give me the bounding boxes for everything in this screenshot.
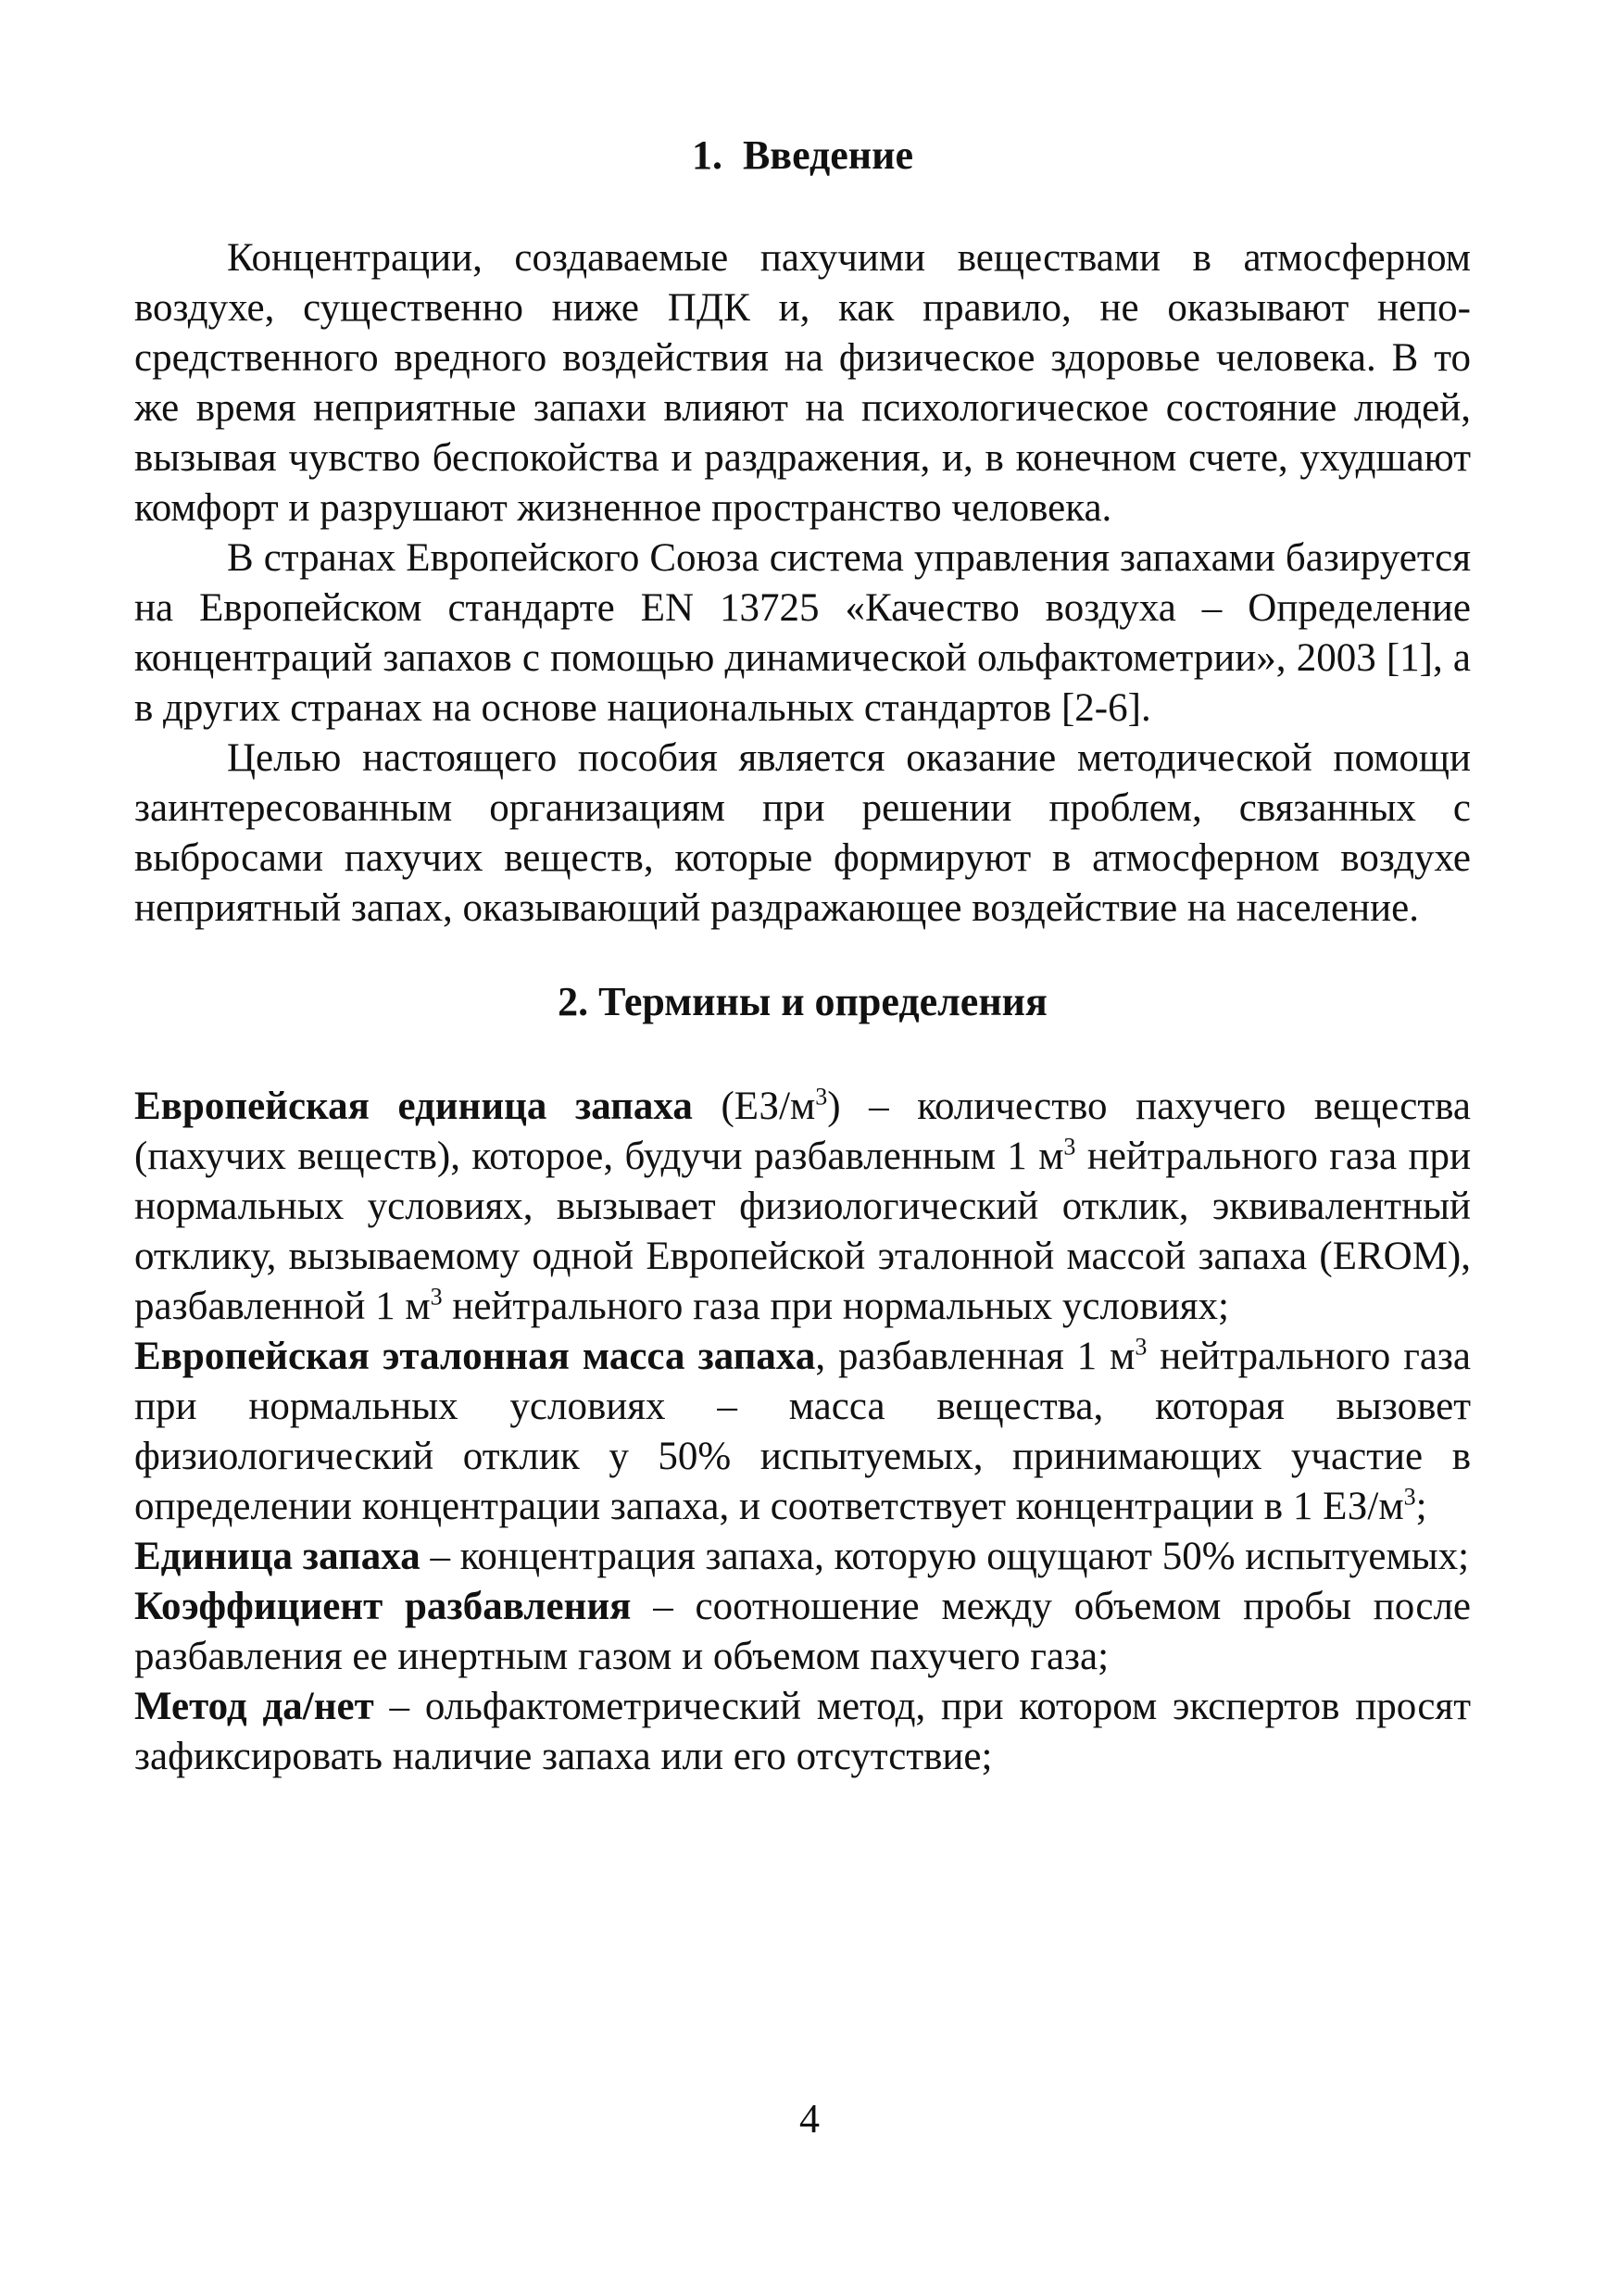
term-european-odour-unit (134, 1082, 1471, 1332)
term-odour-unit (134, 1532, 1471, 1582)
term-name: Метод да/нет (134, 1685, 374, 1728)
term-name: Европейская эталонная масса запаха (134, 1335, 816, 1378)
term-definition: – концентрация запаха, которую ощущают 50% испытуемых; (420, 1535, 1470, 1578)
intro-paragraph-2: В странах Европейского Союза система управления запахами базируется на Европейском стандарте EN 13725 «Качество воздуха – Определение концентраций запахов с помощью динамической ольфактометрии», 2003 [1], а в других странах на основе национальных стандартов [2-6]. (134, 536, 1471, 730)
superscript: 3 (1403, 1483, 1416, 1511)
term-definition: нейтрального газа при нормальных условиях; (442, 1285, 1229, 1328)
term-definition: ; (1415, 1485, 1427, 1528)
term-dilution-factor (134, 1582, 1471, 1682)
term-name: Коэффициент разбавления (134, 1585, 632, 1628)
term-definition: – соотношение между объемом пробы после разбавления ее инертным газом и объемом пахучего газа; (134, 1585, 1471, 1678)
superscript: 3 (430, 1283, 443, 1311)
term-unit-close: ) (827, 1085, 841, 1128)
intro-paragraph-3: Целью настоящего пособия является оказание методической помощи заинтересованным организациям при решении проблем, связанных с выбросами пахучих веществ, которые формируют в атмосферном воздухе неприятный запах, оказывающий раздражающее воздействие на население. (134, 736, 1471, 930)
page-number: 4 (799, 2096, 820, 2141)
term-definition: нейтрального газа при нормальных условиях – масса вещества, которая вызовет физиологический отклик у 50% испытуемых, принимающих участие в определении концентрации запаха, и соответствует концентрации в 1 ЕЗ/м (134, 1335, 1472, 1528)
section-1-title: Введение (742, 132, 914, 178)
intro-paragraph-1: Концентрации, создаваемые пахучими веществами в атмосферном воздухе, существенно ниже ПДК и, как правило, не оказывают непосредственного вредного воздействия на физическое здоровье человека. В то же время неприятные запахи влияют на психологическое состояние людей, вызывая чувство беспокойства и раздражения, и, в конечном счете, ухудшают комфорт и разрушают жизненное пространство человека. (134, 236, 1471, 530)
term-definition: нейтрального газа при нормальных условиях, вызывает физиологический отклик, эквивалентный отклику, вызываемому одной Европейской эталонной массой запаха (EROM), разбавленной 1 м (134, 1135, 1471, 1328)
section-2-heading: 2. Термины и определения (558, 979, 1048, 1024)
term-yes-no-method (134, 1682, 1471, 1782)
term-definition: – ольфактометрический метод, при котором экспертов просят зафиксировать наличие запаха или его отсутствие; (134, 1685, 1472, 1778)
superscript: 3 (1063, 1133, 1076, 1161)
superscript: 3 (1135, 1333, 1148, 1361)
term-european-reference-odour-mass (134, 1332, 1471, 1532)
term-definition: – количество пахучего вещества (пахучих веществ), которое, будучи разбавленным 1 м (134, 1085, 1471, 1178)
superscript: 3 (815, 1083, 828, 1110)
term-name: Европейская единица запаха (134, 1085, 693, 1128)
section-1-heading (134, 132, 1471, 180)
section-1-number: 1. (691, 132, 722, 178)
term-name: Единица запаха (134, 1535, 420, 1578)
term-unit: (ЕЗ/м (692, 1085, 816, 1128)
term-definition: , разбавленная 1 м (815, 1335, 1136, 1378)
